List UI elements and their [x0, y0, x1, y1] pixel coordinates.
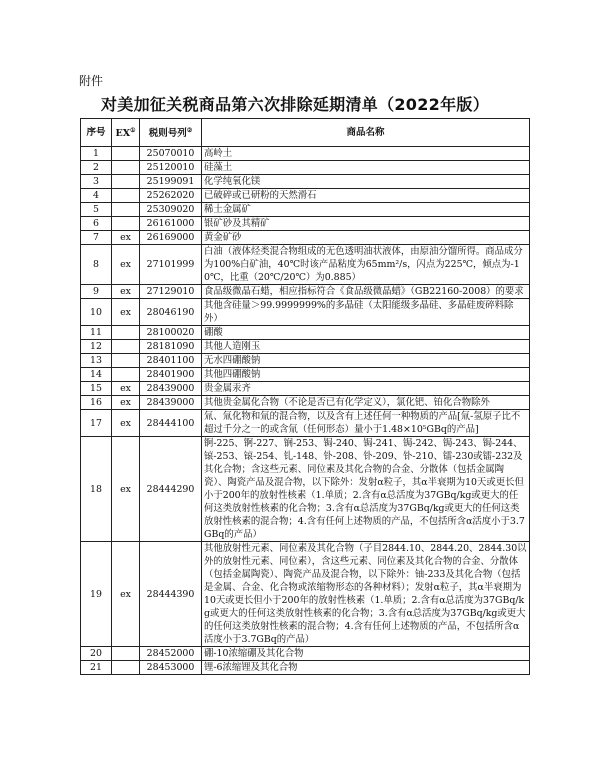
row-ex: [112, 647, 140, 661]
row-tariff-code: 28444390: [140, 542, 202, 647]
row-seq: 3: [81, 175, 112, 189]
row-ex: [112, 340, 140, 354]
row-seq: 4: [81, 189, 112, 203]
row-ex: [112, 175, 140, 189]
row-seq: 12: [81, 340, 112, 354]
table-row: [81, 647, 530, 661]
row-ex: ex: [112, 396, 140, 410]
table-row: [81, 542, 530, 647]
row-tariff-code: 25120010: [140, 161, 202, 175]
row-ex: [112, 217, 140, 231]
row-tariff-code: 28439000: [140, 382, 202, 396]
row-product-name: 锂-6浓缩锂及其化合物: [202, 661, 530, 675]
row-product-name: 银矿砂及其精矿: [202, 217, 530, 231]
table-row: [81, 161, 530, 175]
row-ex: ex: [112, 542, 140, 647]
row-seq: 5: [81, 203, 112, 217]
table-row: [81, 299, 530, 326]
table-row: [81, 245, 530, 285]
row-product-name: 硅藻土: [202, 161, 530, 175]
row-tariff-code: 28046190: [140, 299, 202, 326]
row-tariff-code: 25262020: [140, 189, 202, 203]
row-product-name: 食品级微晶石蜡，相应指标符合《食品级微晶蜡》（GB22160-2008）的要求: [202, 285, 530, 299]
table-row: [81, 175, 530, 189]
row-product-name: 化学纯氧化镁: [202, 175, 530, 189]
row-product-name: 黄金矿砂: [202, 231, 530, 245]
row-seq: 2: [81, 161, 112, 175]
row-ex: ex: [112, 382, 140, 396]
row-seq: 10: [81, 299, 112, 326]
row-product-name: 其他含硅量＞99.9999999%的多晶硅（太阳能级多晶硅、多晶硅废碎料除外）: [202, 299, 530, 326]
row-seq: 20: [81, 647, 112, 661]
row-tariff-code: 25309020: [140, 203, 202, 217]
row-tariff-code: 28401900: [140, 368, 202, 382]
row-ex: [112, 161, 140, 175]
table-row: [81, 189, 530, 203]
table-row: [81, 354, 530, 368]
page-title: 对美加征关税商品第六次排除延期清单（2022年版）: [100, 95, 490, 114]
row-tariff-code: 28439000: [140, 396, 202, 410]
row-tariff-code: 28444100: [140, 410, 202, 437]
row-product-name: 贵金属汞齐: [202, 382, 530, 396]
table-row: [81, 396, 530, 410]
exclusion-list-table: [80, 118, 530, 675]
row-seq: 17: [81, 410, 112, 437]
table-row: [81, 231, 530, 245]
table-row: [81, 217, 530, 231]
table-row: [81, 203, 530, 217]
row-ex: [112, 368, 140, 382]
row-product-name: 其他贵金属化合物（不论是否已有化学定义），氯化钯、铂化合物除外: [202, 396, 530, 410]
row-seq: 15: [81, 382, 112, 396]
table-row: [81, 661, 530, 675]
row-tariff-code: 28452000: [140, 647, 202, 661]
row-seq: 9: [81, 285, 112, 299]
row-tariff-code: 28453000: [140, 661, 202, 675]
row-product-name: 其他四硼酸钠: [202, 368, 530, 382]
row-tariff-code: 26161000: [140, 217, 202, 231]
row-product-name: 氚、氚化物和氚的混合物，以及含有上述任何一种物质的产品[氚-氢原子比不超过千分之一的或含氚（任何形态）量小于1.48×10⁵GBq的产品]: [202, 410, 530, 437]
row-tariff-code: 28100020: [140, 326, 202, 340]
table-row: [81, 437, 530, 542]
row-tariff-code: 28444290: [140, 437, 202, 542]
table-row: [81, 382, 530, 396]
row-product-name: 硼酸: [202, 326, 530, 340]
row-ex: [112, 189, 140, 203]
row-product-name: 白油（液体烃类混合物组成的无色透明油状液体，由原油分馏所得。商品成分为100%白矿油，40℃时该产品粘度为65mm²/s，闪点为225℃，倾点为-10℃，比重（20℃/20℃）为0.885）: [202, 245, 530, 285]
table-header-row: [81, 119, 530, 147]
header-tariff-code: 税则号列②: [140, 119, 202, 147]
row-ex: ex: [112, 299, 140, 326]
table-row: [81, 285, 530, 299]
row-product-name: 硼-10浓缩硼及其化合物: [202, 647, 530, 661]
row-seq: 18: [81, 437, 112, 542]
row-seq: 6: [81, 217, 112, 231]
row-seq: 14: [81, 368, 112, 382]
row-seq: 19: [81, 542, 112, 647]
table-row: [81, 147, 530, 161]
row-tariff-code: 28181090: [140, 340, 202, 354]
row-product-name: 无水四硼酸钠: [202, 354, 530, 368]
header-ex: EX①: [112, 119, 140, 147]
table-row: [81, 326, 530, 340]
row-ex: ex: [112, 437, 140, 542]
row-seq: 7: [81, 231, 112, 245]
row-product-name: 其他放射性元素、同位素及其化合物（子目2844.10、2844.20、2844.30以外的放射性元素、同位素），含这些元素、同位素及其化合物的合金、分散体（包括金属陶瓷）、陶瓷产品及混合物，以下除外：铀-233及其化合物（包括是金属、合金、化合物或浓缩物形态的各种材料）；发射α粒子，其α半衰期为10天或更长但小于200年的放射性核素（1.单质；2.含有α总活度为37GBq/kg或更大的任何这类放射性核素的化合物；3.含有α总活度为37GBq/kg或更大的任何这类放射性核素的混合物；4.含有任何上述物质的产品，不包括所含α活度小于3.7GBq的产品）: [202, 542, 530, 647]
row-tariff-code: 27129010: [140, 285, 202, 299]
row-ex: [112, 326, 140, 340]
row-tariff-code: 28401100: [140, 354, 202, 368]
row-seq: 13: [81, 354, 112, 368]
row-ex: [112, 203, 140, 217]
row-ex: [112, 661, 140, 675]
row-ex: [112, 354, 140, 368]
row-tariff-code: 26169000: [140, 231, 202, 245]
row-ex: ex: [112, 285, 140, 299]
header-seq: 序号: [81, 119, 112, 147]
row-tariff-code: 25199091: [140, 175, 202, 189]
table-row: [81, 410, 530, 437]
row-tariff-code: 25070010: [140, 147, 202, 161]
row-product-name: 稀土金属矿: [202, 203, 530, 217]
row-ex: ex: [112, 231, 140, 245]
row-product-name: 锕-225、锕-227、锎-253、锔-240、锔-241、锔-242、锔-243、锔-244、锿-253、锿-254、钆-148、钋-208、钋-209、钋-210、镭-230或镭-232及其化合物；含这些元素、同位素及其化合物的合金、分散体（包括金属陶瓷）、陶瓷产品及混合物，以下除外：发射α粒子，其α半衰期为10天或更长但小于200年的放射性核素（1.单质；2.含有α总活度为37GBq/kg或更大的任何这类放射性核素的化合物；3.含有α总活度为37GBq/kg或更大的任何这类放射性核素的混合物；4.含有任何上述物质的产品，不包括所含α活度小于3.7GBq的产品）: [202, 437, 530, 542]
row-tariff-code: 27101999: [140, 245, 202, 285]
table-row: [81, 340, 530, 354]
row-seq: 16: [81, 396, 112, 410]
row-seq: 11: [81, 326, 112, 340]
row-seq: 21: [81, 661, 112, 675]
row-product-name: 其他人造刚玉: [202, 340, 530, 354]
attachment-label: 附件: [79, 74, 104, 88]
row-product-name: 高岭土: [202, 147, 530, 161]
row-seq: 1: [81, 147, 112, 161]
table-row: [81, 368, 530, 382]
row-product-name: 已破碎或已研粉的天然滑石: [202, 189, 530, 203]
row-ex: ex: [112, 410, 140, 437]
row-seq: 8: [81, 245, 112, 285]
row-ex: [112, 147, 140, 161]
header-product-name: 商品名称: [202, 119, 530, 147]
row-ex: ex: [112, 245, 140, 285]
